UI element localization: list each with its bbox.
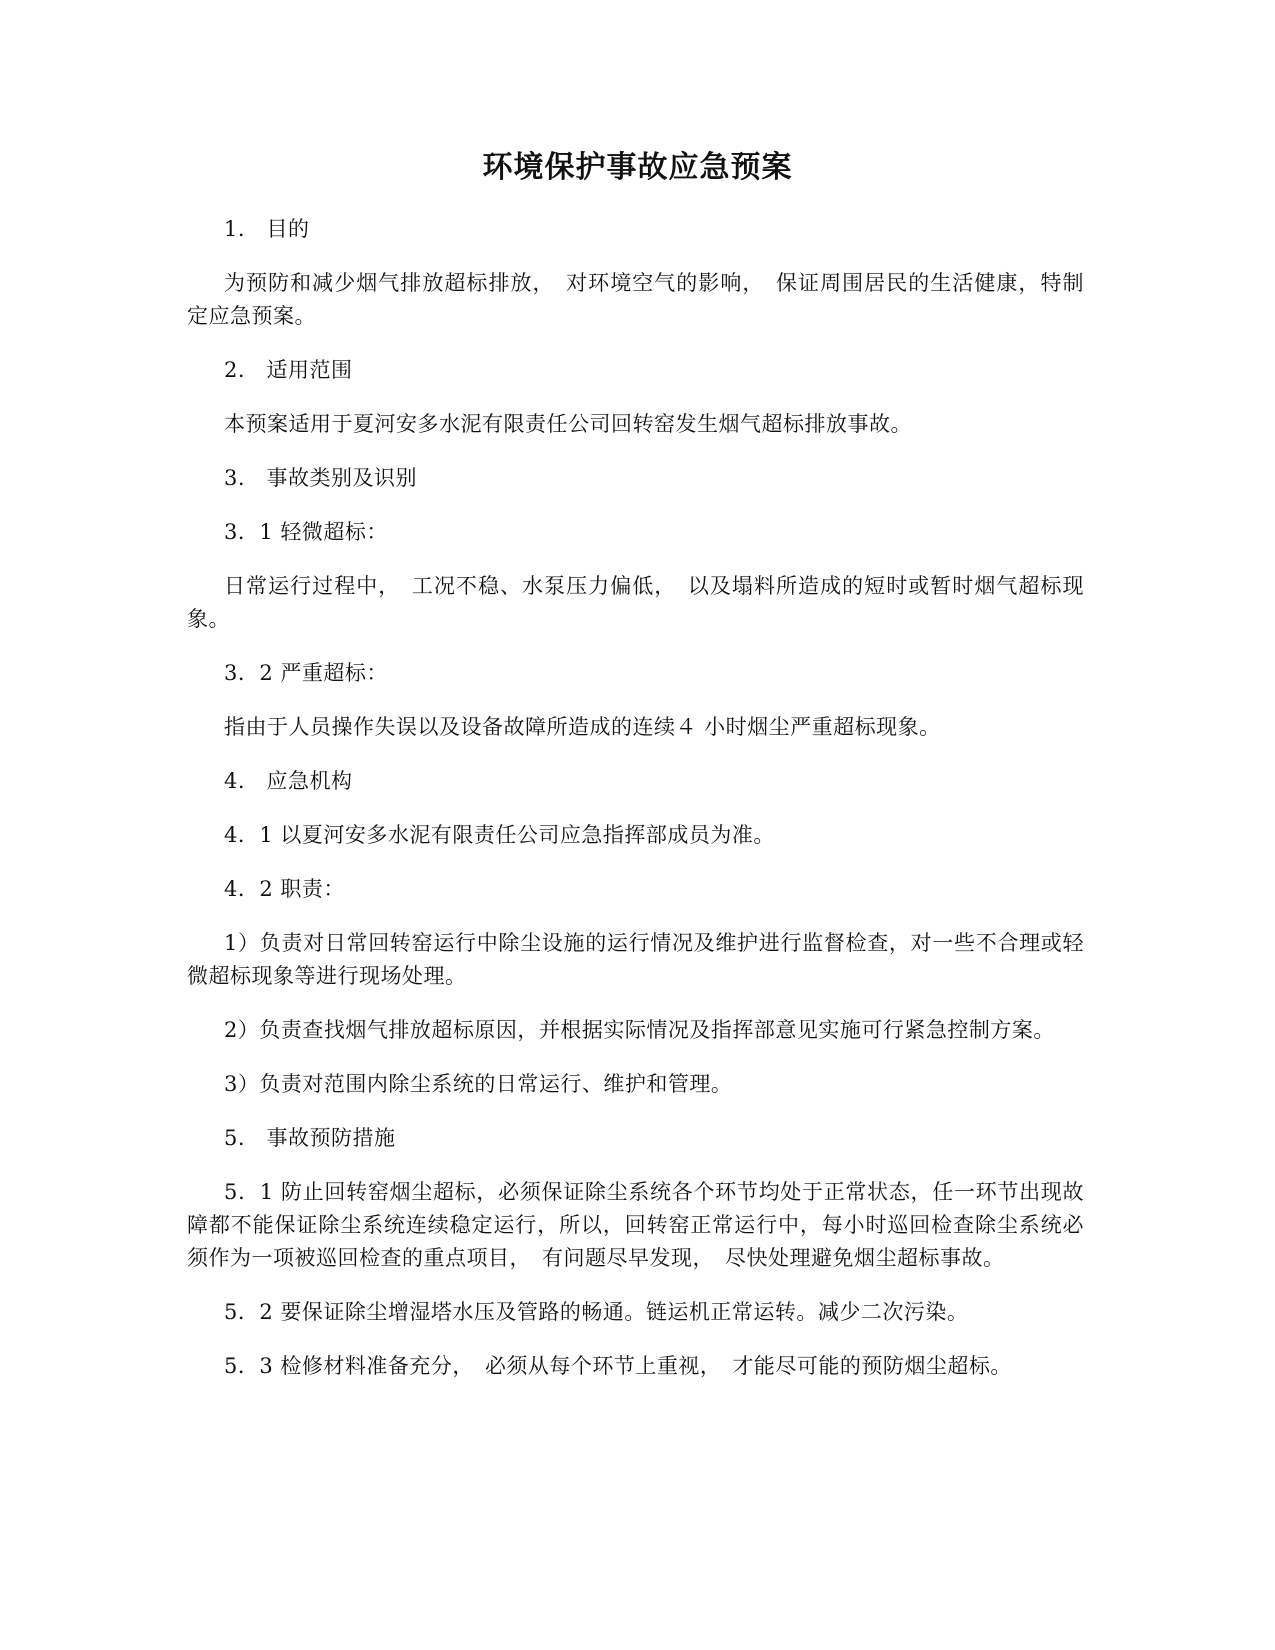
paragraph-prevention-3: 5．3 检修材料准备充分， 必须从每个环节上重视， 才能尽可能的预防烟尘超标。 bbox=[224, 1354, 1012, 1378]
section-heading-scope: 2. 适用范围 bbox=[224, 358, 353, 382]
section-heading-emergency-org: 4. 应急机构 bbox=[224, 769, 353, 793]
paragraph-duty-3: 3）负责对范围内除尘系统的日常运行、维护和管理。 bbox=[224, 1072, 733, 1096]
paragraph-minor-exceedance: 日常运行过程中， 工况不稳、水泵压力偏低， 以及塌料所造成的短时或暂时烟气超标现象。 bbox=[187, 574, 1084, 631]
subheading-minor-exceedance: 3．1 轻微超标： bbox=[224, 520, 388, 544]
section-heading-accident-types: 3. 事故类别及识别 bbox=[224, 466, 418, 490]
paragraph-prevention-2: 5．2 要保证除尘增湿塔水压及管路的畅通。链运机正常运转。减少二次污染。 bbox=[224, 1300, 969, 1324]
paragraph-purpose: 为预防和减少烟气排放超标排放， 对环境空气的影响， 保证周围居民的生活健康，特制定应急预案。 bbox=[187, 271, 1084, 328]
paragraph-scope: 本预案适用于夏河安多水泥有限责任公司回转窑发生烟气超标排放事故。 bbox=[224, 412, 912, 436]
paragraph-prevention-1: 5．1 防止回转窑烟尘超标，必须保证除尘系统各个环节均处于正常状态，任一环节出现故障都不能保证除尘系统连续稳定运行，所以，回转窑正常运行中，每小时巡回检查除尘系统必须作为一项被巡回检查的重点项目， 有问题尽早发现， 尽快处理避免烟尘超标事故。 bbox=[187, 1180, 1084, 1270]
section-heading-purpose: 1. 目的 bbox=[224, 217, 310, 241]
paragraph-serious-exceedance: 指由于人员操作失误以及设备故障所造成的连续４ 小时烟尘严重超标现象。 bbox=[224, 715, 941, 739]
subheading-serious-exceedance: 3．2 严重超标： bbox=[224, 661, 388, 685]
paragraph-org-members: 4．1 以夏河安多水泥有限责任公司应急指挥部成员为准。 bbox=[224, 823, 775, 847]
document-body bbox=[187, 213, 1084, 1404]
document-title: 环境保护事故应急预案 bbox=[482, 150, 793, 185]
paragraph-duty-1: 1）负责对日常回转窑运行中除尘设施的运行情况及维护进行监督检查，对一些不合理或轻微超标现象等进行现场处理。 bbox=[187, 931, 1084, 988]
subheading-duties: 4．2 职责： bbox=[224, 877, 345, 901]
paragraph-duty-2: 2）负责查找烟气排放超标原因，并根据实际情况及指挥部意见实施可行紧急控制方案。 bbox=[224, 1018, 1055, 1042]
section-heading-prevention: 5. 事故预防措施 bbox=[224, 1126, 396, 1150]
